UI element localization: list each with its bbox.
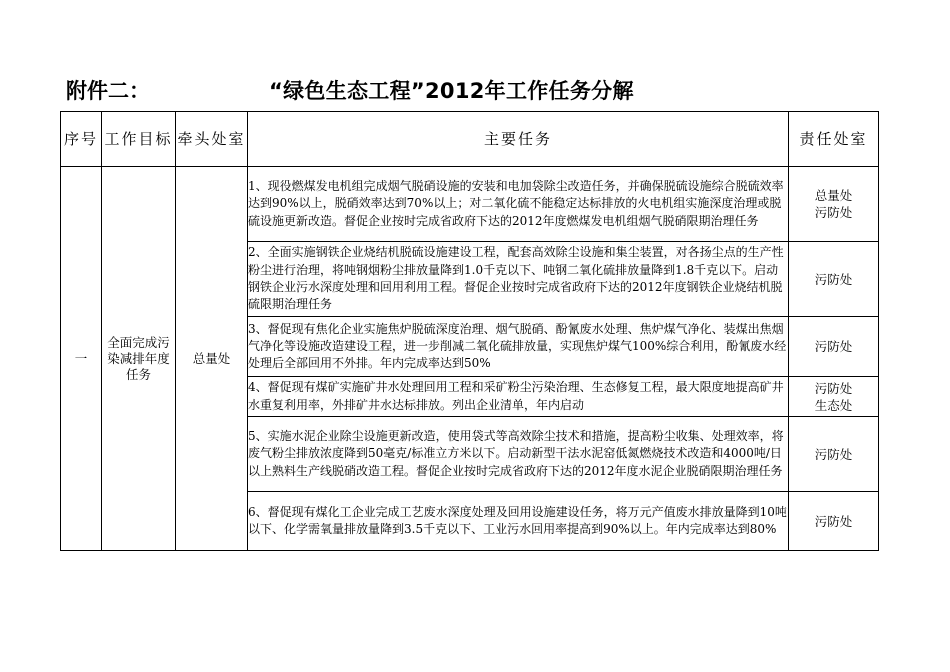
header-goal: 工作目标 <box>102 112 176 167</box>
task-text: 1、现役燃煤发电机组完成烟气脱硝设施的安装和电加袋除尘改造任务，并确保脱硫设施综合脱硫效率达到90%以上，脱硝效率达到70%以上；对二氧化硫不能稳定达标排放的火电机组实施深度治理或脱硫设施更新改造。督促企业按时完成省政府下达的2012年度燃煤发电机组烟气脱硝限期治理任务 <box>248 167 789 242</box>
dept-name: 污防处 <box>814 205 853 220</box>
responsible-dept <box>789 377 879 417</box>
group-goal: 全面完成污染减排年度任务 <box>102 167 176 551</box>
task-text: 3、督促现有焦化企业实施焦炉脱硫深度治理、烟气脱硝、酚氰废水处理、焦炉煤气净化、装煤出焦烟气净化等设施改造建设工程，进一步削减二氧化硫排放量，实现焦炉煤气100%综合利用，酚氰废水经处理后全部回用不外排。年内完成率达到50% <box>248 317 789 377</box>
group-seq: 一 <box>61 167 102 551</box>
header-row <box>61 112 879 167</box>
header-tasks: 主要任务 <box>248 112 789 167</box>
dept-name: 污防处 <box>814 380 853 396</box>
dept-name: 总量处 <box>814 188 853 203</box>
dept-name: 污防处 <box>814 271 853 287</box>
task-text: 5、实施水泥企业除尘设施更新改造，使用袋式等高效除尘技术和措施，提高粉尘收集、处理效率，将废气粉尘排放浓度降到50毫克/标准立方米以下。启动新型干法水泥窑低氮燃烧技术改造和4000吨/日以上熟料生产线脱硝改造工程。督促企业按时完成省政府下达的2012年度水泥企业脱硝限期治理任务 <box>248 417 789 492</box>
header-resp: 责任处室 <box>789 112 879 167</box>
header-lead: 牵头处室 <box>176 112 248 167</box>
document-title-row <box>66 75 886 107</box>
attachment-label: 附件二： <box>66 79 150 103</box>
responsible-dept <box>789 417 879 492</box>
dept-name: 污防处 <box>814 446 853 462</box>
dept-name: 生态处 <box>814 397 853 413</box>
document-title: “绿色生态工程”2012年工作任务分解 <box>269 79 634 103</box>
task-text: 6、督促现有煤化工企业完成工艺废水深度处理及回用设施建设任务，将万元产值废水排放量降到10吨以下、化学需氧量排放量降到3.5千克以下、工业污水回用率提高到90%以上。年内完成率达到80% <box>248 492 789 551</box>
responsible-dept <box>789 492 879 551</box>
dept-name: 污防处 <box>814 339 853 354</box>
responsible-dept <box>789 167 879 242</box>
task-text: 2、全面实施钢铁企业烧结机脱硫设施建设工程，配套高效除尘设施和集尘装置，对各扬尘点的生产性粉尘进行治理，将吨钢烟粉尘排放量降到1.0千克以下、吨钢二氧化硫排放量降到1.8千克以下。启动钢铁企业污水深度处理和回用利用工程。督促企业按时完成省政府下达的2012年度钢铁企业烧结机脱硫限期治理任务 <box>248 242 789 317</box>
dept-name: 污防处 <box>814 513 853 529</box>
header-seq: 序号 <box>61 112 102 167</box>
group-lead: 总量处 <box>176 167 248 551</box>
task-breakdown-table <box>60 111 879 551</box>
table-row <box>61 167 879 242</box>
task-text: 4、督促现有煤矿实施矿井水处理回用工程和采矿粉尘污染治理、生态修复工程，最大限度地提高矿井水重复利用率，外排矿井水达标排放。列出企业清单，年内启动 <box>248 377 789 417</box>
responsible-dept <box>789 317 879 377</box>
responsible-dept <box>789 242 879 317</box>
